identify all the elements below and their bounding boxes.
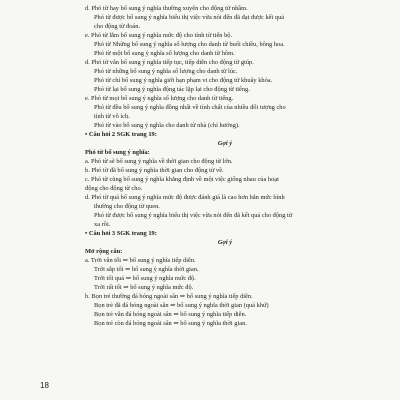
section-heading: • Câu hỏi 3 SGK trang 19: <box>85 230 157 237</box>
text-line: Bọn trẻ vẫn đá bóng ngoài sân ⇒ bổ sung ý nghĩa tiếp diễn. <box>94 311 247 318</box>
section-heading: Mở rộng câu: <box>85 248 123 255</box>
section-hint: Gợi ý <box>217 239 233 246</box>
text-line: b. Phó từ đã bổ sung ý nghĩa thời gian cho động từ về. <box>85 167 224 174</box>
text-line: d. Phó từ vẫn bổ sung ý nghĩa tiếp tục, tiếp diễn cho động từ giúp. <box>85 59 254 66</box>
text-line: Trời sắp tối ⇒ bổ sung ý nghĩa thời gian. <box>94 266 199 273</box>
section-heading: • Câu hỏi 2 SGK trang 19: <box>85 131 157 138</box>
text-line: động cho động từ cho. <box>85 185 143 192</box>
text-line: xa rồi. <box>94 221 111 228</box>
text-line: thường cho động từ quen. <box>94 203 160 210</box>
section-heading: Phó từ bổ sung ý nghĩa: <box>85 149 150 156</box>
text-line: Phó từ được bổ sung ý nghĩa biểu thị việc vừa nói đến đã đạt được kết quả <box>94 14 285 21</box>
text-line: Phó từ được bổ sung ý nghĩa biểu thị việc vừa nói đến đã kết quả cho động từ <box>94 212 293 219</box>
text-line: e. Phó từ mọi bổ sung ý nghĩa số lượng cho danh từ tiếng. <box>85 95 234 102</box>
page-number: 18 <box>40 381 49 390</box>
text-line: c. Phó từ cũng bổ sung ý nghĩa khẳng định về một việc giống nhau của hoạt <box>85 176 279 183</box>
text-line: Phó từ chỉ bổ sung ý nghĩa giới hạn phạm vi cho động từ khuây khỏa. <box>94 77 273 84</box>
section-hint: Gợi ý <box>217 140 233 147</box>
text-line: Phó từ Những bổ sung ý nghĩa số lượng cho danh từ buổi chiều, bông hoa. <box>94 41 285 48</box>
text-line: Phó từ một bổ sung ý nghĩa số lượng cho danh từ hôm. <box>94 50 235 57</box>
text-line: cho động từ đoán. <box>94 23 141 30</box>
text-line: Trời tối quá ⇒ bổ sung ý nghĩa mức độ. <box>94 275 196 282</box>
text-line: Bọn trẻ đã đá bóng ngoài sân ⇒ bổ sung ý nghĩa thời gian (quá khứ) <box>94 302 269 309</box>
text-line: a. Trời vẫn tối ⇒ bổ sung ý nghĩa tiếp diễn. <box>85 257 196 264</box>
text-line: a. Phó từ sẽ bổ sung ý nghĩa về thời gian cho động từ lớn. <box>85 158 233 165</box>
text-line: d. Phó từ hay bổ sung ý nghĩa thường xuyên cho động từ nhầm. <box>85 5 248 12</box>
text-line: Phó từ những bổ sung ý nghĩa số lượng cho danh từ lúc. <box>94 68 238 75</box>
text-line: Bọn trẻ còn đá bóng ngoài sân ⇒ bổ sung ý nghĩa thời gian. <box>94 320 247 327</box>
text-line: b. Bọn trẻ thường đá bóng ngoài sân ⇒ bổ sung ý nghĩa tiếp diễn. <box>85 293 253 300</box>
page-content <box>85 4 365 328</box>
text-line: d. Phó từ quá bổ sung ý nghĩa mức độ được đánh giá là cao hơn hẳn mức bình <box>85 194 285 201</box>
text-line: Trời rất tối ⇒ bổ sung ý nghĩa mức độ. <box>94 284 194 291</box>
text-line: Phó từ đều bổ sung ý nghĩa đồng nhất về tính chất của nhiều đối tượng cho <box>94 104 286 111</box>
text-line: e. Phó từ lắm bổ sung ý nghĩa mức độ cho tính từ tiến bộ. <box>85 32 233 39</box>
text-line: Phó từ lại bổ sung ý nghĩa động tác lặp lại cho động từ tiếng. <box>94 86 250 93</box>
text-line: Phó từ vào bổ sung ý nghĩa cho danh từ nhà (chỉ hướng). <box>94 122 240 129</box>
text-line: tính từ vô ích. <box>94 113 130 120</box>
